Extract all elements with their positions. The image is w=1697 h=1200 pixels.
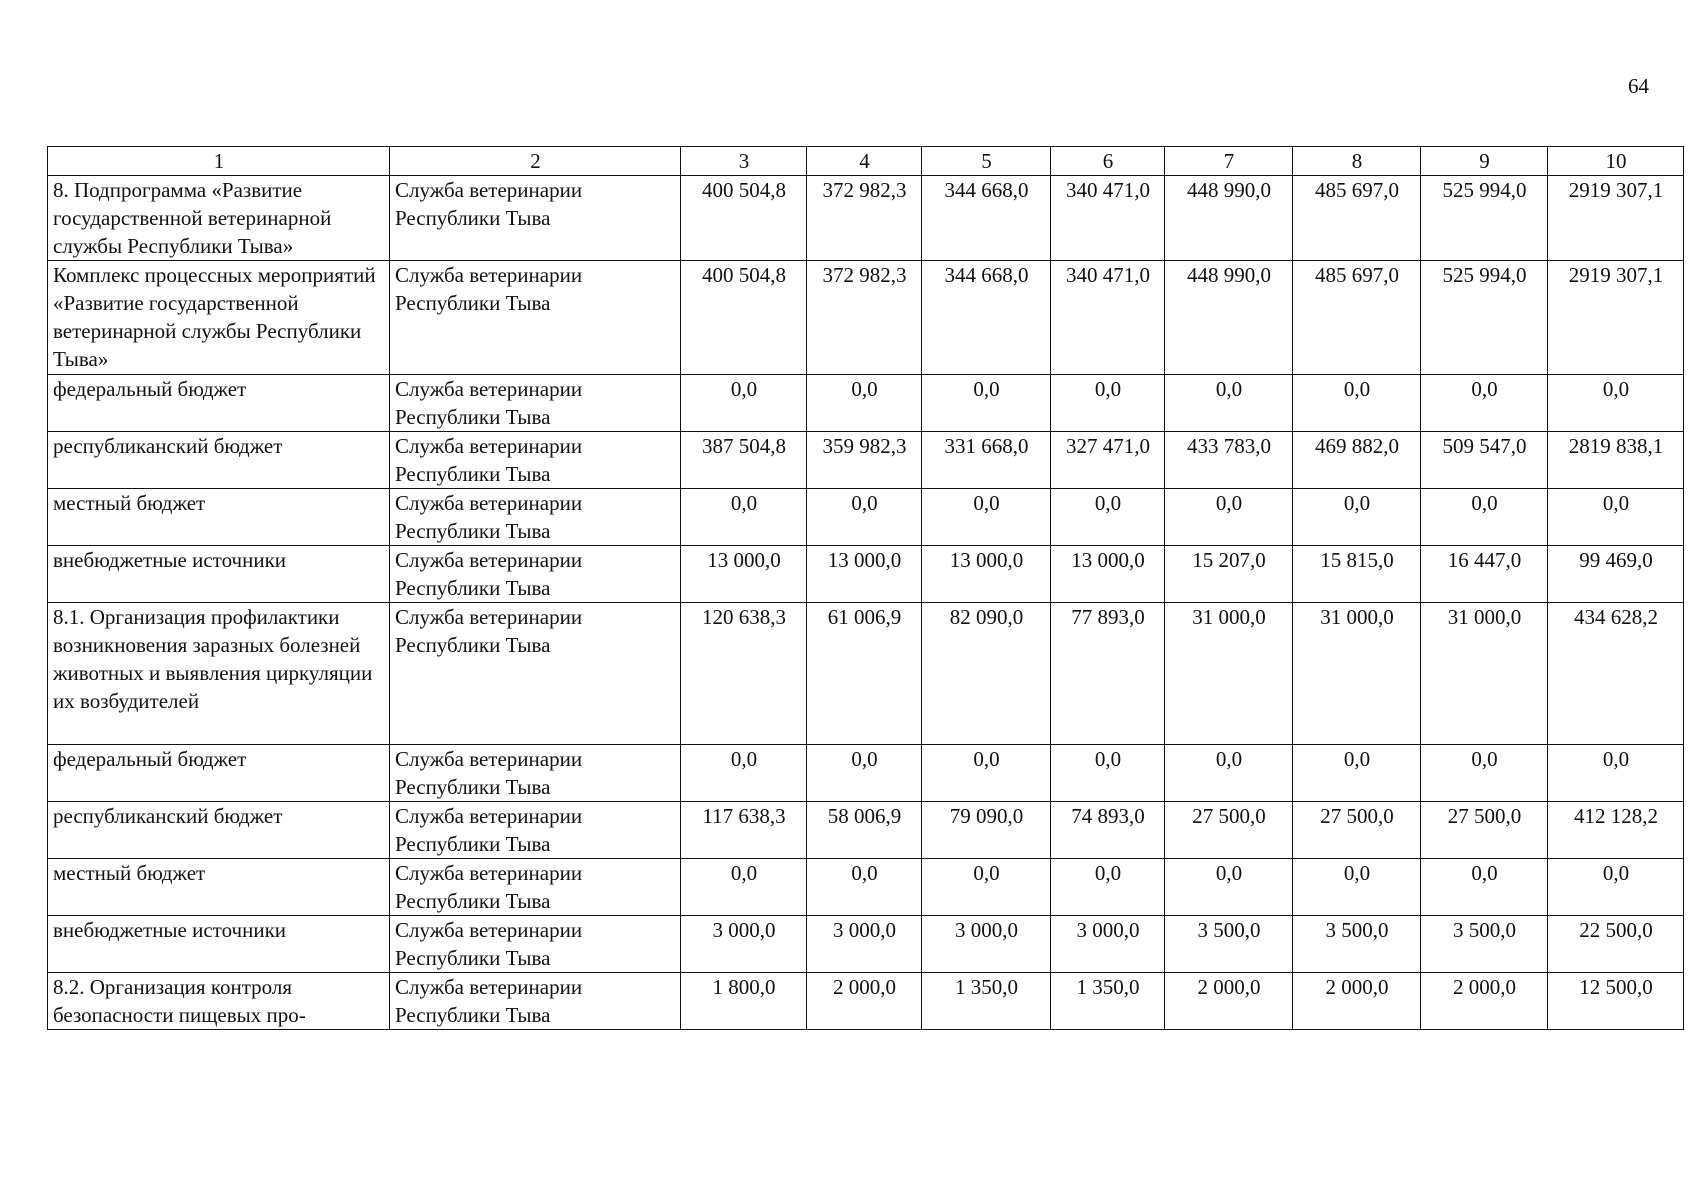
column-number-cell: 9 [1421, 147, 1548, 176]
amount-cell: 344 668,0 [922, 176, 1051, 261]
page-number: 64 [1628, 74, 1649, 98]
amount-cell: 0,0 [1548, 489, 1684, 546]
amount-cell: 2 000,0 [807, 973, 922, 1030]
table-row [48, 261, 1684, 375]
table-row [48, 546, 1684, 603]
amount-cell: 27 500,0 [1293, 802, 1421, 859]
executor-cell: Служба ветеринарии Республики Тыва [390, 546, 681, 603]
amount-cell: 16 447,0 [1421, 546, 1548, 603]
amount-cell: 327 471,0 [1051, 432, 1165, 489]
amount-cell: 2819 838,1 [1548, 432, 1684, 489]
amount-cell: 2919 307,1 [1548, 176, 1684, 261]
table-row [48, 432, 1684, 489]
column-number-cell: 7 [1165, 147, 1293, 176]
amount-cell: 120 638,3 [681, 603, 807, 745]
amount-cell: 3 500,0 [1165, 916, 1293, 973]
amount-cell: 12 500,0 [1548, 973, 1684, 1030]
table-row [48, 973, 1684, 1030]
executor-cell: Служба ветеринарии Республики Тыва [390, 375, 681, 432]
item-name-cell: 8. Подпрограмма «Развитие государственной ветеринарной службы Республики Тыва» [48, 176, 390, 261]
amount-cell: 99 469,0 [1548, 546, 1684, 603]
item-name-cell: федеральный бюджет [48, 375, 390, 432]
amount-cell: 0,0 [681, 859, 807, 916]
amount-cell: 3 000,0 [807, 916, 922, 973]
amount-cell: 448 990,0 [1165, 176, 1293, 261]
table-row [48, 375, 1684, 432]
amount-cell: 372 982,3 [807, 261, 922, 375]
amount-cell: 0,0 [1548, 745, 1684, 802]
item-name-cell: Комплекс процессных мероприятий «Развитие государственной ветеринарной службы Республики Тыва» [48, 261, 390, 375]
table-row [48, 176, 1684, 261]
amount-cell: 0,0 [681, 489, 807, 546]
amount-cell: 58 006,9 [807, 802, 922, 859]
amount-cell: 0,0 [1051, 375, 1165, 432]
executor-cell: Служба ветеринарии Республики Тыва [390, 745, 681, 802]
amount-cell: 31 000,0 [1293, 603, 1421, 745]
amount-cell: 27 500,0 [1421, 802, 1548, 859]
amount-cell: 0,0 [1051, 859, 1165, 916]
amount-cell: 525 994,0 [1421, 261, 1548, 375]
amount-cell: 485 697,0 [1293, 261, 1421, 375]
item-name-cell: внебюджетные источники [48, 916, 390, 973]
amount-cell: 0,0 [1293, 745, 1421, 802]
amount-cell: 3 500,0 [1293, 916, 1421, 973]
amount-cell: 0,0 [922, 375, 1051, 432]
amount-cell: 27 500,0 [1165, 802, 1293, 859]
amount-cell: 22 500,0 [1548, 916, 1684, 973]
executor-cell: Служба ветеринарии Республики Тыва [390, 916, 681, 973]
amount-cell: 0,0 [1548, 375, 1684, 432]
amount-cell: 387 504,8 [681, 432, 807, 489]
item-name-cell: местный бюджет [48, 489, 390, 546]
amount-cell: 77 893,0 [1051, 603, 1165, 745]
item-name-cell: 8.1. Организация профилактики возникновения заразных болезней животных и выявления циркуляции их возбудителей [48, 603, 390, 745]
amount-cell: 340 471,0 [1051, 176, 1165, 261]
amount-cell: 0,0 [922, 859, 1051, 916]
amount-cell: 0,0 [1165, 489, 1293, 546]
amount-cell: 13 000,0 [681, 546, 807, 603]
executor-cell: Служба ветеринарии Республики Тыва [390, 859, 681, 916]
amount-cell: 0,0 [1421, 375, 1548, 432]
table-row [48, 745, 1684, 802]
column-number-cell: 4 [807, 147, 922, 176]
column-number-cell: 2 [390, 147, 681, 176]
amount-cell: 359 982,3 [807, 432, 922, 489]
budget-table [47, 146, 1684, 1030]
amount-cell: 485 697,0 [1293, 176, 1421, 261]
column-number-cell: 1 [48, 147, 390, 176]
amount-cell: 1 350,0 [1051, 973, 1165, 1030]
amount-cell: 400 504,8 [681, 176, 807, 261]
amount-cell: 0,0 [1421, 489, 1548, 546]
amount-cell: 509 547,0 [1421, 432, 1548, 489]
executor-cell: Служба ветеринарии Республики Тыва [390, 489, 681, 546]
amount-cell: 15 207,0 [1165, 546, 1293, 603]
amount-cell: 0,0 [1051, 489, 1165, 546]
amount-cell: 0,0 [807, 859, 922, 916]
amount-cell: 13 000,0 [922, 546, 1051, 603]
column-number-cell: 5 [922, 147, 1051, 176]
amount-cell: 2919 307,1 [1548, 261, 1684, 375]
amount-cell: 13 000,0 [1051, 546, 1165, 603]
executor-cell: Служба ветеринарии Республики Тыва [390, 261, 681, 375]
amount-cell: 0,0 [681, 745, 807, 802]
amount-cell: 433 783,0 [1165, 432, 1293, 489]
amount-cell: 448 990,0 [1165, 261, 1293, 375]
item-name-cell: местный бюджет [48, 859, 390, 916]
amount-cell: 0,0 [807, 489, 922, 546]
amount-cell: 0,0 [1293, 859, 1421, 916]
table-row [48, 489, 1684, 546]
column-number-cell: 10 [1548, 147, 1684, 176]
amount-cell: 15 815,0 [1293, 546, 1421, 603]
amount-cell: 1 800,0 [681, 973, 807, 1030]
amount-cell: 79 090,0 [922, 802, 1051, 859]
table-row [48, 859, 1684, 916]
amount-cell: 412 128,2 [1548, 802, 1684, 859]
amount-cell: 0,0 [1051, 745, 1165, 802]
amount-cell: 31 000,0 [1421, 603, 1548, 745]
column-number-cell: 8 [1293, 147, 1421, 176]
amount-cell: 0,0 [1421, 745, 1548, 802]
amount-cell: 61 006,9 [807, 603, 922, 745]
item-name-cell: внебюджетные источники [48, 546, 390, 603]
amount-cell: 0,0 [922, 745, 1051, 802]
amount-cell: 0,0 [1165, 859, 1293, 916]
amount-cell: 0,0 [922, 489, 1051, 546]
amount-cell: 0,0 [1548, 859, 1684, 916]
amount-cell: 2 000,0 [1293, 973, 1421, 1030]
amount-cell: 1 350,0 [922, 973, 1051, 1030]
amount-cell: 0,0 [807, 745, 922, 802]
amount-cell: 434 628,2 [1548, 603, 1684, 745]
item-name-cell: 8.2. Организация контроля безопасности пищевых про- [48, 973, 390, 1030]
executor-cell: Служба ветеринарии Республики Тыва [390, 802, 681, 859]
amount-cell: 82 090,0 [922, 603, 1051, 745]
executor-cell: Служба ветеринарии Республики Тыва [390, 432, 681, 489]
column-number-row [48, 147, 1684, 176]
amount-cell: 400 504,8 [681, 261, 807, 375]
amount-cell: 13 000,0 [807, 546, 922, 603]
amount-cell: 2 000,0 [1421, 973, 1548, 1030]
amount-cell: 3 000,0 [681, 916, 807, 973]
item-name-cell: республиканский бюджет [48, 802, 390, 859]
item-name-cell: федеральный бюджет [48, 745, 390, 802]
amount-cell: 0,0 [681, 375, 807, 432]
executor-cell: Служба ветеринарии Республики Тыва [390, 973, 681, 1030]
amount-cell: 331 668,0 [922, 432, 1051, 489]
amount-cell: 344 668,0 [922, 261, 1051, 375]
amount-cell: 0,0 [1293, 489, 1421, 546]
executor-cell: Служба ветеринарии Республики Тыва [390, 603, 681, 745]
amount-cell: 0,0 [1165, 745, 1293, 802]
amount-cell: 0,0 [1421, 859, 1548, 916]
table-row [48, 603, 1684, 745]
table-row [48, 802, 1684, 859]
amount-cell: 340 471,0 [1051, 261, 1165, 375]
amount-cell: 0,0 [1293, 375, 1421, 432]
executor-cell: Служба ветеринарии Республики Тыва [390, 176, 681, 261]
amount-cell: 0,0 [807, 375, 922, 432]
amount-cell: 525 994,0 [1421, 176, 1548, 261]
table-body [48, 147, 1684, 1030]
amount-cell: 3 000,0 [1051, 916, 1165, 973]
amount-cell: 469 882,0 [1293, 432, 1421, 489]
amount-cell: 0,0 [1165, 375, 1293, 432]
column-number-cell: 6 [1051, 147, 1165, 176]
amount-cell: 31 000,0 [1165, 603, 1293, 745]
amount-cell: 3 500,0 [1421, 916, 1548, 973]
table-row [48, 916, 1684, 973]
amount-cell: 2 000,0 [1165, 973, 1293, 1030]
amount-cell: 3 000,0 [922, 916, 1051, 973]
column-number-cell: 3 [681, 147, 807, 176]
amount-cell: 372 982,3 [807, 176, 922, 261]
amount-cell: 74 893,0 [1051, 802, 1165, 859]
amount-cell: 117 638,3 [681, 802, 807, 859]
item-name-cell: республиканский бюджет [48, 432, 390, 489]
